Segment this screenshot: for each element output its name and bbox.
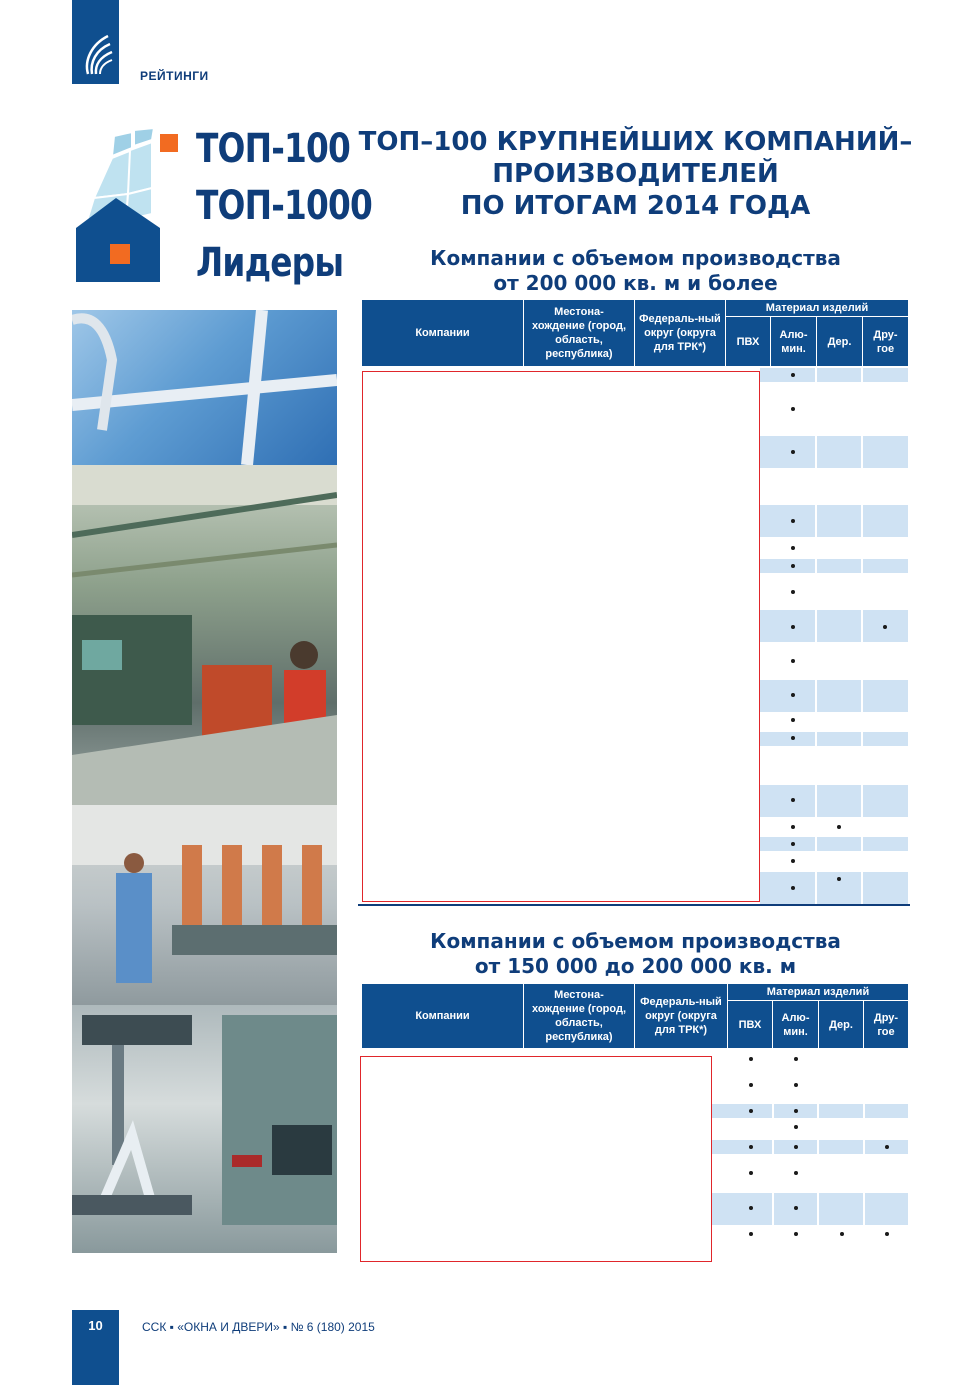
page-title	[358, 126, 913, 222]
mark-dot	[794, 1206, 798, 1210]
table-row	[712, 1104, 908, 1118]
mark-dot	[791, 407, 795, 411]
publication-info: ССК ▪ «ОКНА И ДВЕРИ» ▪ № 6 (180) 2015	[142, 1320, 375, 1334]
section2-heading	[358, 929, 913, 979]
mark-dot	[791, 859, 795, 863]
table-row	[760, 785, 908, 817]
workshop-photo	[72, 805, 337, 1005]
table-row	[760, 837, 908, 851]
col-material-group: Материал изделий	[766, 986, 870, 998]
mark-dot	[791, 519, 795, 523]
table2-header	[362, 984, 908, 1048]
col-companies: Компании	[415, 1010, 470, 1022]
table-row	[760, 559, 908, 573]
table-row	[760, 368, 908, 382]
section1-heading	[358, 246, 913, 296]
mark-dot	[791, 625, 795, 629]
factory-photo	[72, 465, 337, 805]
table-bottom-rule	[358, 904, 910, 906]
col-wood: Дер.	[829, 1018, 853, 1031]
col-location: Местона-хождение (город, область, республика)	[531, 989, 627, 1043]
table-row	[712, 1140, 908, 1154]
col-wood: Дер.	[827, 335, 852, 348]
mark-dot	[791, 886, 795, 890]
mark-dot	[791, 842, 795, 846]
table-row	[760, 872, 908, 904]
section2-heading-line2: от 150 000 до 200 000 кв. м	[474, 954, 797, 978]
section2-heading-line1: Компании с объемом производства	[430, 929, 841, 953]
brand-line-3: Лидеры	[196, 240, 344, 286]
col-aluminum: Алю-мин.	[781, 1011, 810, 1038]
mark-dot	[885, 1145, 889, 1149]
mark-dot	[749, 1206, 753, 1210]
mark-dot	[791, 590, 795, 594]
brand-line-2: ТОП-1000	[196, 183, 373, 229]
title-line-1: ТОП–100 КРУПНЕЙШИХ КОМПАНИЙ–	[358, 127, 913, 157]
mark-dot	[837, 877, 841, 881]
col-pvc: ПВХ	[736, 335, 760, 348]
page-number: 10	[88, 1318, 103, 1333]
mark-dot	[791, 718, 795, 722]
mark-dot	[791, 373, 795, 377]
mark-dot	[749, 1145, 753, 1149]
redaction-box	[360, 1056, 712, 1262]
mark-dot	[791, 450, 795, 454]
mark-dot	[791, 736, 795, 740]
mark-dot	[885, 1232, 889, 1236]
table1-header	[362, 300, 908, 366]
mark-dot	[794, 1109, 798, 1113]
mark-dot	[837, 825, 841, 829]
col-companies: Компании	[415, 327, 470, 339]
mark-dot	[791, 659, 795, 663]
window-photo	[72, 310, 337, 465]
mark-dot	[791, 693, 795, 697]
mark-dot	[791, 564, 795, 568]
table-row	[760, 505, 908, 537]
mark-dot	[794, 1171, 798, 1175]
section1-heading-line2: от 200 000 кв. м и более	[493, 271, 778, 295]
table-row	[760, 680, 908, 712]
brand-line-1: ТОП-100	[196, 126, 351, 172]
col-district: Федераль-ный округ (округа для ТРК*)	[640, 996, 722, 1036]
table-row	[760, 436, 908, 468]
title-line-2: ПРОИЗВОДИТЕЛЕЙ	[492, 159, 779, 189]
mark-dot	[749, 1057, 753, 1061]
house-logo-icon	[72, 128, 184, 284]
title-line-3: ПО ИТОГАМ 2014 ГОДА	[460, 191, 811, 221]
mark-dot	[794, 1057, 798, 1061]
section1-heading-line1: Компании с объемом производства	[430, 246, 841, 270]
mark-dot	[749, 1232, 753, 1236]
col-pvc: ПВХ	[738, 1018, 762, 1031]
mark-dot	[840, 1232, 844, 1236]
mark-dot	[749, 1083, 753, 1087]
col-other: Дру-гое	[873, 328, 898, 355]
table-row	[712, 1193, 908, 1225]
logo-icon	[78, 30, 114, 78]
header-tab	[72, 0, 119, 84]
table-row	[760, 732, 908, 746]
section-label: РЕЙТИНГИ	[140, 69, 209, 83]
testing-machine-photo	[72, 1005, 337, 1253]
mark-dot	[794, 1083, 798, 1087]
col-aluminum: Алю-мин.	[779, 328, 808, 355]
redaction-box	[362, 371, 760, 902]
col-location: Местона-хождение (город, область, республика)	[531, 306, 627, 360]
mark-dot	[791, 825, 795, 829]
col-material-group: Материал изделий	[765, 302, 869, 314]
mark-dot	[791, 546, 795, 550]
mark-dot	[794, 1125, 798, 1129]
mark-dot	[794, 1145, 798, 1149]
col-district: Федераль-ный округ (округа для ТРК*)	[639, 313, 721, 353]
col-other: Дру-гое	[873, 1011, 899, 1038]
mark-dot	[883, 625, 887, 629]
mark-dot	[794, 1232, 798, 1236]
mark-dot	[749, 1109, 753, 1113]
mark-dot	[791, 798, 795, 802]
mark-dot	[749, 1171, 753, 1175]
